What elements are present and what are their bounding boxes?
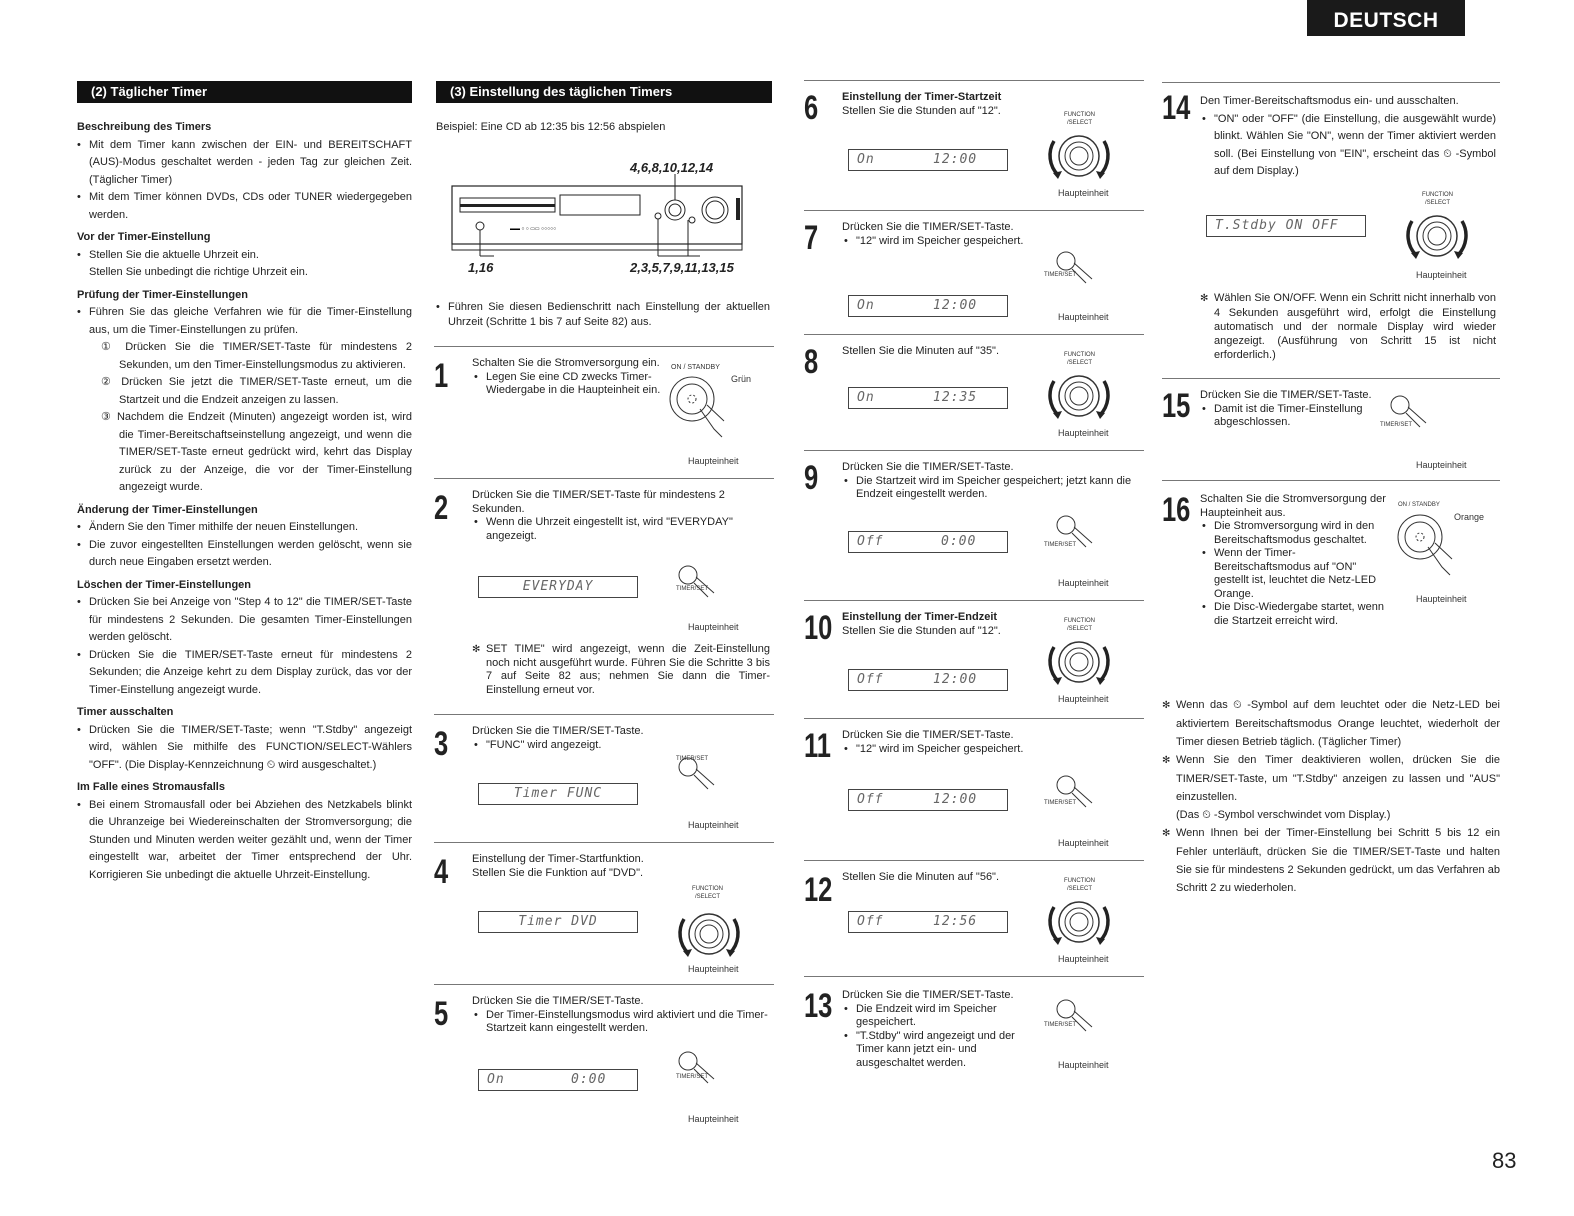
display-timer-func: Timer FUNC	[478, 783, 638, 805]
step-text: Drücken Sie die TIMER/SET-Taste.	[842, 461, 1014, 473]
bullet: • Stellen Sie die aktuelle Uhrzeit ein.	[77, 247, 412, 265]
main-unit-caption: Haupteinheit	[1058, 1060, 1109, 1070]
step-text: Schalten Sie die Stromversorgung der Haupteinheit aus.	[1200, 493, 1386, 519]
step-number: 4	[434, 853, 449, 891]
subheading: Im Falle eines Stromausfalls	[77, 781, 225, 793]
intro-note	[436, 300, 770, 330]
main-unit-caption: Haupteinheit	[1058, 838, 1109, 848]
section-header: (3) Einstellung des täglichen Timers	[436, 81, 772, 103]
figure-label-top: 4,6,8,10,12,14	[630, 160, 714, 175]
numbered-item: ③ Nachdem die Endzeit (Minuten) angezeigt worden ist, wird die Timer-Bereitschaftseinstellung angezeigt, und wenn die TIMER/SET-Taste erneut gedrückt wird, kehrt das Display zurück zu der Anzeige, die vor der Timer-Einstellung angezeigt wurde.	[101, 411, 412, 493]
subheading: Timer ausschalten	[77, 706, 174, 718]
step-number: 7	[804, 219, 819, 257]
step-note: ✻ Wählen Sie ON/OFF. Wenn ein Schritt nicht innerhalb von 4 Sekunden ausgeführt wird, erfolgt die Einstellung automatisch und der normale Display wird wieder angezeigt. (Ausführung von Schritt 15 ist nicht erforderlich.)	[1200, 291, 1496, 362]
bullet: • Mit dem Timer kann zwischen der EIN- und BEREITSCHAFT (AUS)-Modus geschaltet werden - jeden Tag zur gleichen Zeit. (Täglicher Timer)	[77, 137, 412, 190]
bullet: • Führen Sie das gleiche Verfahren wie für die Timer-Einstellung aus, um die Timer-Einstellungen zu prüfen.	[77, 304, 412, 339]
footnote: ✻ Wenn Sie den Timer deaktivieren wollen, drücken Sie die TIMER/SET-Taste, um "T.Stdby" anzeigen zu lassen und "AUS" einzustellen.	[1162, 751, 1500, 806]
step-text: Schalten Sie die Stromversorgung ein.	[472, 357, 660, 369]
main-unit-caption: Haupteinheit	[688, 456, 739, 466]
function-select-label: FUNCTION /SELECT	[692, 886, 723, 900]
display-off-time: Off 0:00	[848, 531, 1008, 553]
step-number: 14	[1162, 89, 1191, 127]
step-8	[804, 334, 1144, 450]
bullet: • Bei einem Stromausfall oder bei Abziehen des Netzkabels blinkt die Uhranzeige bei Wiedereinschalten der Stromversorgung; die Stunden und Minuten werden weiter gezählt und, wenn der Timer eingestellt war, arbeitet der Timer entsprechend der Uhr. Korrigieren Sie unbedingt die aktuelle Uhrzeit-Einstellung.	[77, 797, 412, 885]
bullet: • Die Stromversorgung wird in den Bereitschaftsmodus geschaltet.	[1200, 520, 1386, 547]
bullet: • "12" wird im Speicher gespeichert.	[842, 235, 1027, 249]
bullet: • Wenn der Timer-Bereitschaftsmodus auf "ON" gestellt ist, leuchtet die Netz-LED Orange.	[1200, 547, 1386, 601]
bullet: • Die Endzeit wird im Speicher gespeichert.	[842, 1003, 1028, 1030]
device-figure	[450, 160, 750, 280]
display-on-time: On 0:00	[478, 1069, 638, 1091]
subheading: Vor der Timer-Einstellung	[77, 231, 211, 243]
step-3	[434, 714, 774, 842]
step-number: 10	[804, 609, 833, 647]
step-text: Den Timer-Bereitschaftsmodus ein- und ausschalten.	[1200, 95, 1459, 107]
on-standby-label: ON / STANDBY	[671, 364, 720, 371]
step-number: 3	[434, 725, 449, 763]
footnote: ✻ Wenn das ⏲ -Symbol auf dem leuchtet oder die Netz-LED bei aktiviertem Bereitschaftsmodus Orange leuchtet, wiederholt der Timer diesen Betrieb täglich. (Täglicher Timer)	[1162, 696, 1500, 751]
function-select-label: FUNCTION /SELECT	[1064, 878, 1095, 892]
green-label: Grün	[731, 374, 752, 384]
step-4	[434, 842, 774, 984]
timer-set-label: TIMER/SET	[1044, 1022, 1077, 1028]
timer-set-label: TIMER/SET	[1380, 422, 1413, 428]
step-number: 16	[1162, 491, 1191, 529]
display-on-time: On 12:00	[848, 149, 1008, 171]
function-select-knob-icon	[1044, 629, 1114, 695]
step-text: Drücken Sie die TIMER/SET-Taste.	[1200, 389, 1372, 401]
step-number: 12	[804, 871, 833, 909]
step-number: 15	[1162, 387, 1191, 425]
bullet: • Der Timer-Einstellungsmodus wird aktiviert und die Timer-Startzeit kann eingestellt werden.	[472, 1009, 770, 1036]
step-number: 1	[434, 357, 449, 395]
subheading: Beschreibung des Timers	[77, 121, 212, 133]
step-2	[434, 478, 774, 714]
step-11	[804, 718, 1144, 860]
bullet: • "FUNC" wird angezeigt.	[472, 739, 762, 753]
power-button-icon	[1390, 507, 1470, 577]
step-text: Stellen Sie die Minuten auf "56".	[842, 871, 1000, 883]
step-16	[1162, 480, 1500, 676]
display-standby: T.Stdby ON OFF	[1206, 215, 1366, 237]
step-number: 13	[804, 987, 833, 1025]
main-unit-caption: Haupteinheit	[1416, 270, 1467, 280]
step-number: 11	[804, 727, 831, 765]
main-unit-caption: Haupteinheit	[1058, 578, 1109, 588]
bullet: • Legen Sie eine CD zwecks Timer-Wiedergabe in die Haupteinheit ein.	[472, 371, 662, 398]
timer-set-label: TIMER/SET	[1044, 800, 1077, 806]
main-unit-caption: Haupteinheit	[1416, 594, 1467, 604]
bullet: • Die zuvor eingestellten Einstellungen werden gelöscht, wenn sie durch neue Eingaben ersetzt werden.	[77, 537, 412, 572]
step-text: Drücken Sie die TIMER/SET-Taste.	[472, 725, 644, 737]
bullet: • "12" wird im Speicher gespeichert.	[842, 743, 1132, 757]
bullet: • "T.Stdby" wird angezeigt und der Timer kann jetzt ein- und ausgeschaltet werden.	[842, 1030, 1028, 1071]
function-select-knob-icon	[1044, 889, 1114, 955]
step-12	[804, 860, 1144, 976]
step-number: 9	[804, 459, 819, 497]
main-unit-caption: Haupteinheit	[1058, 954, 1109, 964]
timer-set-label: TIMER/SET	[676, 586, 709, 592]
display-off-time: Off 12:56	[848, 911, 1008, 933]
example-text: Beispiel: Eine CD ab 12:35 bis 12:56 abspielen	[436, 121, 666, 133]
display-timer-dvd: Timer DVD	[478, 911, 638, 933]
bullet: • Die Disc-Wiedergabe startet, wenn die Startzeit erreicht wird.	[1200, 601, 1386, 628]
text: Stellen Sie unbedingt die richtige Uhrzeit ein.	[89, 266, 308, 278]
step-text: Drücken Sie die TIMER/SET-Taste für mindestens 2 Sekunden.	[472, 489, 725, 515]
function-select-knob-icon	[1044, 363, 1114, 429]
display-off-time: Off 12:00	[848, 669, 1008, 691]
function-select-knob-icon	[674, 901, 744, 971]
function-select-label: FUNCTION /SELECT	[1422, 192, 1453, 206]
function-select-label: FUNCTION /SELECT	[1064, 618, 1095, 632]
section-header: (2) Täglicher Timer	[77, 81, 412, 103]
main-unit-caption: Haupteinheit	[1416, 460, 1467, 470]
svg-text:▬▬ ○ ○ ▭▭ ○○○○○: ▬▬ ○ ○ ▭▭ ○○○○○	[510, 226, 557, 232]
page-number: 83	[1492, 1148, 1517, 1173]
bullet: • Mit dem Timer können DVDs, CDs oder TUNER wiedergegeben werden.	[77, 189, 412, 224]
step-number: 6	[804, 89, 819, 127]
subheading: Löschen der Timer-Einstellungen	[77, 578, 251, 591]
display-on-time: On 12:00	[848, 295, 1008, 317]
step-number: 8	[804, 343, 819, 381]
step-number: 2	[434, 489, 449, 527]
step-text: Drücken Sie die TIMER/SET-Taste.	[842, 989, 1014, 1001]
bullet: • Drücken Sie die TIMER/SET-Taste erneut für mindestens 2 Sekunden; die Anzeige kehrt zu dem Display zurück, das vor der Timer-Einstellung angezeigt wurde.	[77, 647, 412, 700]
bullet: • Drücken Sie die TIMER/SET-Taste; wenn "T.Stdby" angezeigt wird, wählen Sie mithilfe des FUNCTION/SELECT-Wählers "OFF". (Die Display-Kennzeichnung ⏲ wird ausgeschaltet.)	[77, 722, 412, 775]
bullet: • Wenn die Uhrzeit eingestellt ist, wird "EVERYDAY" angezeigt.	[472, 516, 770, 543]
column-daily-timer	[77, 81, 412, 884]
main-unit-caption: Haupteinheit	[1058, 188, 1109, 198]
step-title: Einstellung der Timer-Endzeit	[842, 611, 998, 623]
step-text: Stellen Sie die Stunden auf "12".	[842, 104, 1001, 117]
step-text: Drücken Sie die TIMER/SET-Taste.	[842, 729, 1014, 741]
numbered-item: ② Drücken Sie jetzt die TIMER/SET-Taste erneut, um die Startzeit und die Endzeit anzeigen zu lassen.	[101, 376, 412, 406]
timer-set-label: TIMER/SET	[676, 756, 709, 762]
main-unit-caption: Haupteinheit	[688, 1114, 739, 1124]
function-select-knob-icon	[1402, 203, 1472, 269]
footnotes	[1162, 696, 1500, 897]
subheading: Änderung der Timer-Einstellungen	[77, 503, 258, 516]
display-on-time: On 12:35	[848, 387, 1008, 409]
figure-label-left: 1,16	[468, 260, 494, 275]
on-standby-label: ON / STANDBY	[1398, 502, 1440, 508]
bullet: • "ON" oder "OFF" (die Einstellung, die ausgewählt wurde) blinkt. Wählen Sie "ON", wenn der Timer aktiviert werden soll. (Bei Einstellung von "EIN", erscheint das ⏲ -Symbol auf dem Display.)	[1200, 111, 1496, 181]
step-9	[804, 450, 1144, 600]
display-everyday: EVERYDAY	[478, 576, 638, 598]
main-unit-caption: Haupteinheit	[688, 964, 739, 974]
step-1	[434, 346, 774, 478]
step-13	[804, 976, 1144, 1086]
main-unit-caption: Haupteinheit	[688, 622, 739, 632]
timer-set-label: TIMER/SET	[1044, 542, 1077, 548]
numbered-item: ① Drücken Sie die TIMER/SET-Taste für mindestens 2 Sekunden, um den Timer-Einstellungsmodus zu aktivieren.	[101, 341, 412, 371]
bullet: • Ändern Sie den Timer mithilfe der neuen Einstellungen.	[77, 519, 412, 537]
bullet: • Drücken Sie bei Anzeige von "Step 4 to 12" die TIMER/SET-Taste für mindestens 2 Sekunden. Die gesamten Timer-Einstellungen werden gelöscht.	[77, 594, 412, 647]
step-text: Drücken Sie die TIMER/SET-Taste.	[842, 221, 1014, 233]
step-text: Stellen Sie die Funktion auf "DVD".	[472, 866, 644, 879]
power-button-icon	[662, 369, 742, 439]
main-unit-caption: Haupteinheit	[1058, 694, 1109, 704]
display-off-time: Off 12:00	[848, 789, 1008, 811]
bullet: • Führen Sie diesen Bedienschritt nach Einstellung der aktuellen Uhrzeit (Schritte 1 bis 7 auf Seite 82) aus.	[436, 300, 770, 330]
bullet: • Damit ist die Timer-Einstellung abgeschlossen.	[1200, 403, 1390, 430]
step-text: Einstellung der Timer-Startfunktion.	[472, 853, 644, 865]
step-number: 5	[434, 995, 449, 1033]
step-10	[804, 600, 1144, 718]
timer-set-label: TIMER/SET	[676, 1074, 709, 1080]
figure-label-right: 2,3,5,7,9,11,13,15	[630, 260, 734, 275]
column-timer-setup	[436, 81, 772, 137]
step-7	[804, 210, 1144, 334]
footnote: ✻ Wenn Ihnen bei der Timer-Einstellung bei Schritt 5 bis 12 ein Fehler unterläuft, drücken Sie die TIMER/SET-Taste und halten Sie sie für mindestens 2 Sekunden gedrückt, um das Verfahren ab Schritt 2 zu wiederholen.	[1162, 824, 1500, 897]
step-title: Einstellung der Timer-Startzeit	[842, 91, 1002, 103]
main-unit-caption: Haupteinheit	[688, 820, 739, 830]
orange-label: Orange	[1454, 512, 1485, 522]
step-text: Drücken Sie die TIMER/SET-Taste.	[472, 995, 644, 1007]
step-text: Stellen Sie die Minuten auf "35".	[842, 345, 1000, 357]
timer-set-label: TIMER/SET	[1044, 272, 1077, 278]
bullet: • Die Startzeit wird im Speicher gespeichert; jetzt kann die Endzeit eingestellt werden.	[842, 475, 1142, 502]
step-15	[1162, 378, 1500, 480]
step-5	[434, 984, 774, 1124]
footnote-cont: (Das ⏲ -Symbol verschwindet vom Display.)	[1176, 809, 1391, 821]
subheading: Prüfung der Timer-Einstellungen	[77, 288, 248, 301]
function-select-label: FUNCTION /SELECT	[1064, 112, 1095, 126]
main-unit-caption: Haupteinheit	[1058, 312, 1109, 322]
step-6	[804, 80, 1144, 210]
step-14	[1162, 82, 1500, 378]
main-unit-caption: Haupteinheit	[1058, 428, 1109, 438]
function-select-knob-icon	[1044, 123, 1114, 189]
step-text: Stellen Sie die Stunden auf "12".	[842, 624, 1001, 637]
function-select-label: FUNCTION /SELECT	[1064, 352, 1095, 366]
language-tab: DEUTSCH	[1307, 0, 1465, 36]
step-note: ✻ SET TIME" wird angezeigt, wenn die Zeit-Einstellung noch nicht ausgeführt wurde. Führen Sie die Schritte 3 bis 7 auf Seite 82 aus; nehmen Sie dann die Timer-Einstellung erneut vor.	[472, 643, 770, 697]
